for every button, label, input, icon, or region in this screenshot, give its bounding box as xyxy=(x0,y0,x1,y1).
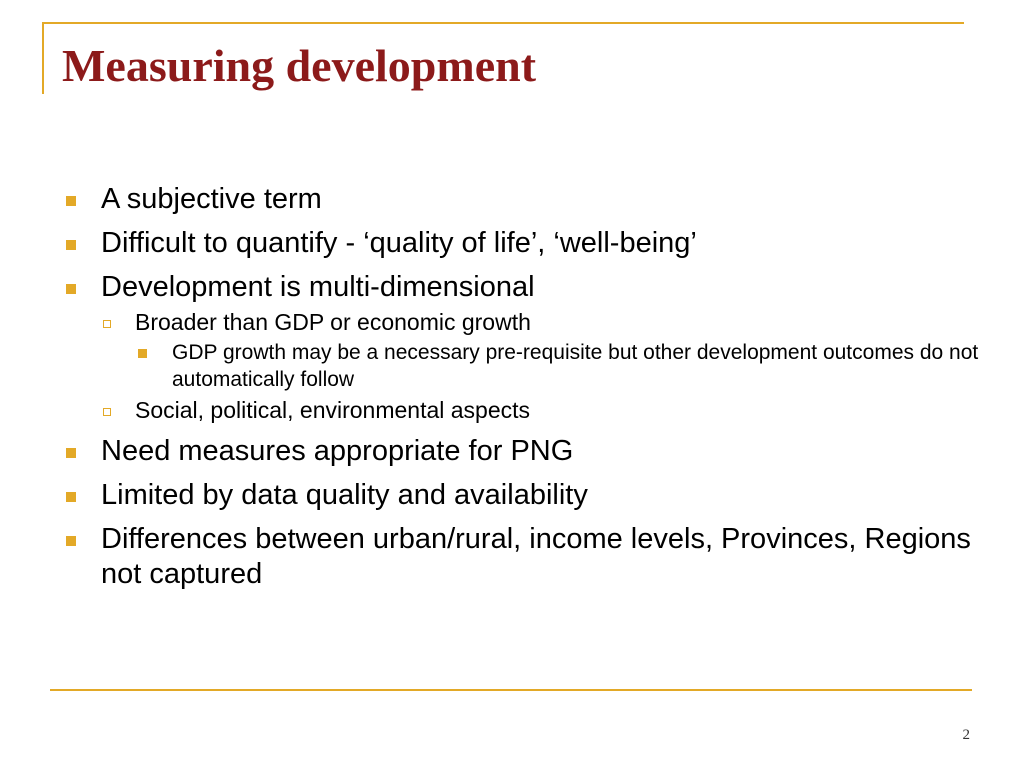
square-bullet-icon xyxy=(66,196,76,206)
sub-bullet-text: Social, political, environmental aspects xyxy=(135,397,531,423)
title-accent-vertical-line xyxy=(42,22,44,94)
sub-sub-bullet-item xyxy=(135,339,980,393)
sub-bullet-text: Broader than GDP or economic growth xyxy=(135,309,531,335)
bullet-text: Development is multi-dimensional xyxy=(101,271,535,303)
bullet-item xyxy=(60,434,980,469)
bullet-item xyxy=(60,226,980,261)
bullet-text: Need measures appropriate for PNG xyxy=(101,435,574,467)
sub-bullet-item xyxy=(101,308,980,393)
sub-bullet-list xyxy=(101,308,980,425)
bullet-item xyxy=(60,270,980,425)
small-square-bullet-icon xyxy=(138,349,147,358)
sub-sub-bullet-list xyxy=(135,339,980,393)
bullet-item xyxy=(60,182,980,217)
bullet-item xyxy=(60,522,980,592)
bullet-item xyxy=(60,478,980,513)
sub-bullet-item xyxy=(101,396,980,425)
footer-divider-line xyxy=(50,689,972,691)
bullet-text: Limited by data quality and availability xyxy=(101,479,588,511)
square-bullet-icon xyxy=(66,284,76,294)
hollow-square-bullet-icon xyxy=(103,320,111,328)
title-accent-top-line xyxy=(42,22,964,24)
slide-number: 2 xyxy=(962,727,970,743)
square-bullet-icon xyxy=(66,536,76,546)
square-bullet-icon xyxy=(66,448,76,458)
bullet-list xyxy=(60,182,980,601)
square-bullet-icon xyxy=(66,240,76,250)
hollow-square-bullet-icon xyxy=(103,408,111,416)
sub-sub-bullet-text: GDP growth may be a necessary pre-requisite but other development outcomes do not automatically follow xyxy=(172,341,979,391)
bullet-text: Differences between urban/rural, income levels, Provinces, Regions not captured xyxy=(101,523,971,590)
bullet-text: Difficult to quantify - ‘quality of life’, ‘well-being’ xyxy=(101,227,697,259)
slide-title: Measuring development xyxy=(62,40,537,91)
square-bullet-icon xyxy=(66,492,76,502)
bullet-text: A subjective term xyxy=(101,183,322,215)
